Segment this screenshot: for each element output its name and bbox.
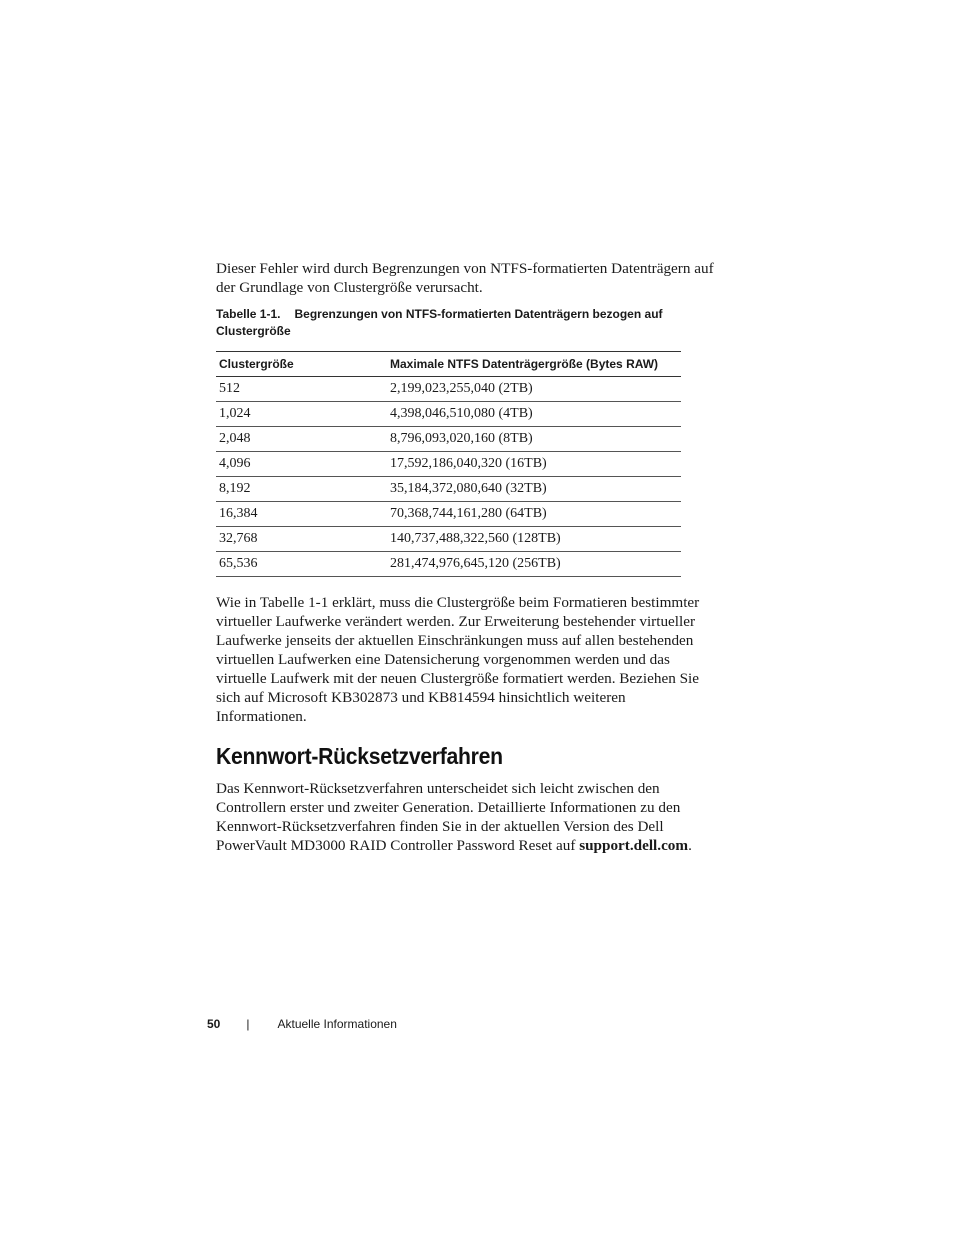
table-row — [216, 377, 681, 402]
table-row — [216, 402, 681, 427]
intro-paragraph: Dieser Fehler wird durch Begrenzungen von NTFS-formatierten Datenträgern auf der Grundlage von Clustergröße verursacht. — [216, 260, 714, 296]
password-reset-paragraph — [216, 779, 721, 855]
explanation-paragraph: Wie in Tabelle 1-1 erklärt, muss die Clustergröße beim Formatieren bestimmter virtueller Laufwerke verändert werden. Zur Erweiterung bestehender virtueller Laufwerke jenseits der aktuellen Einschränkungen muss auf allen bestehenden virtuellen Laufwerken eine Datensicherung vorgenommen werden und das virtuelle Laufwerk mit der neuen Clustergröße formatiert werden. Beziehen Sie sich auf Microsoft KB302873 und KB814594 hinsichtlich weiteren Informationen. — [216, 594, 700, 725]
cluster-size-cell: 4,096 — [216, 452, 387, 477]
max-size-cell: 70,368,744,161,280 (64TB) — [387, 502, 681, 527]
table-row — [216, 477, 681, 502]
cluster-size-cell: 2,048 — [216, 427, 387, 452]
table-row — [216, 452, 681, 477]
support-link-text: support.dell.com — [579, 837, 689, 854]
cluster-size-cell: 512 — [216, 377, 387, 402]
table-caption-label: Tabelle 1-1. — [216, 307, 281, 321]
page-number: 50 — [207, 1017, 221, 1031]
table-row — [216, 552, 681, 577]
max-size-cell: 4,398,046,510,080 (4TB) — [387, 402, 681, 427]
max-size-cell: 35,184,372,080,640 (32TB) — [387, 477, 681, 502]
ntfs-limits-table — [216, 351, 681, 577]
password-reset-text: Das Kennwort-Rücksetzverfahren unterscheidet sich leicht zwischen den Controllern erster und zweiter Generation. Detaillierte Informationen zu den Kennwort-Rücksetzverfahren finden Sie in der aktuellen Version des Dell PowerVault MD3000 RAID Controller Password Reset auf — [216, 780, 681, 854]
page-footer — [207, 1016, 397, 1032]
max-size-cell: 281,474,976,645,120 (256TB) — [387, 552, 681, 577]
cluster-size-cell: 8,192 — [216, 477, 387, 502]
table-row — [216, 427, 681, 452]
column-header-max-volume-size: Maximale NTFS Datenträgergröße (Bytes RAW) — [387, 352, 681, 377]
table-caption-title: Begrenzungen von NTFS-formatierten Datenträgern bezogen auf Clustergröße — [216, 307, 663, 338]
footer-section-title: Aktuelle Informationen — [277, 1017, 397, 1031]
max-size-cell: 8,796,093,020,160 (8TB) — [387, 427, 681, 452]
max-size-cell: 140,737,488,322,560 (128TB) — [387, 527, 681, 552]
table-row — [216, 502, 681, 527]
footer-separator: | — [246, 1017, 250, 1031]
cluster-size-cell: 65,536 — [216, 552, 387, 577]
max-size-cell: 17,592,186,040,320 (16TB) — [387, 452, 681, 477]
column-header-cluster-size: Clustergröße — [216, 352, 387, 377]
cluster-size-cell: 16,384 — [216, 502, 387, 527]
table-caption — [216, 306, 686, 340]
cluster-size-cell: 1,024 — [216, 402, 387, 427]
section-heading: Kennwort-Rücksetzverfahren — [216, 743, 503, 769]
cluster-size-cell: 32,768 — [216, 527, 387, 552]
password-reset-period: . — [688, 837, 692, 854]
table-header-row — [216, 352, 681, 377]
max-size-cell: 2,199,023,255,040 (2TB) — [387, 377, 681, 402]
table-row — [216, 527, 681, 552]
